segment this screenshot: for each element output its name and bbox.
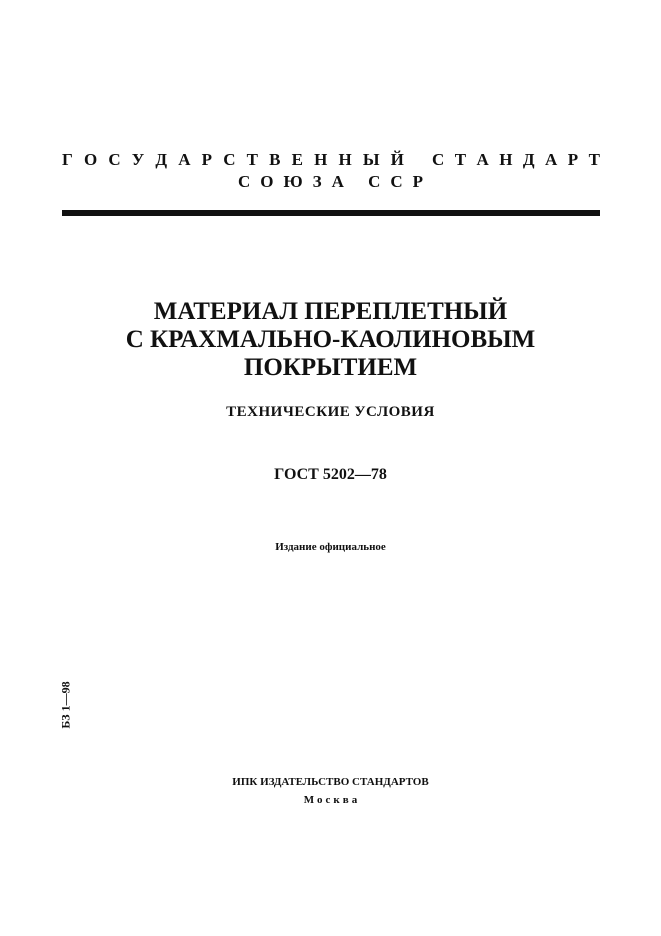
header-letter: С — [432, 150, 445, 169]
header-letter: Д — [155, 150, 168, 169]
header-letter: У — [131, 150, 145, 169]
header-letter: Д — [522, 150, 535, 169]
title-line-3: ПОКРЫТИЕМ — [243, 354, 418, 381]
edition-note: Издание официальное — [275, 541, 386, 553]
header-letter: Г — [62, 150, 73, 169]
publisher: ИПК ИЗДАТЕЛЬСТВО СТАНДАРТОВ — [232, 776, 429, 788]
document-title — [0, 298, 661, 382]
header-letter: Т — [588, 150, 600, 169]
header-letter: Т — [246, 150, 258, 169]
header-divider — [62, 210, 600, 216]
header-letter: Р — [201, 150, 213, 169]
header-standard-type — [62, 150, 600, 170]
gost-number: ГОСТ 5202—78 — [274, 466, 387, 483]
header-letter: С — [223, 150, 236, 169]
header-letter: А — [178, 150, 191, 169]
header-letter: В — [269, 150, 281, 169]
header-letter: Й — [390, 150, 404, 169]
document-subtitle: ТЕХНИЧЕСКИЕ УСЛОВИЯ — [226, 404, 435, 420]
header-letter: Р — [567, 150, 579, 169]
header-letter: Н — [314, 150, 328, 169]
header-union: СОЮЗА ССР — [237, 172, 434, 191]
header-word-standard — [432, 150, 600, 170]
header-letter: Н — [338, 150, 352, 169]
title-line-1: МАТЕРИАЛ ПЕРЕПЛЕТНЫЙ — [153, 298, 508, 325]
header-word-state — [62, 150, 404, 170]
header-letter: Ы — [362, 150, 380, 169]
header-letter: Е — [291, 150, 303, 169]
header-letter: А — [545, 150, 558, 169]
header-letter: Н — [499, 150, 513, 169]
title-line-2: С КРАХМАЛЬНО-КАОЛИНОВЫМ — [125, 326, 536, 353]
side-code: БЗ 1—98 — [58, 681, 73, 729]
header-letter: А — [476, 150, 489, 169]
header-letter: О — [83, 150, 98, 169]
header-letter: С — [108, 150, 121, 169]
publisher-city: Москва — [303, 794, 361, 806]
header-letter: Т — [454, 150, 467, 169]
